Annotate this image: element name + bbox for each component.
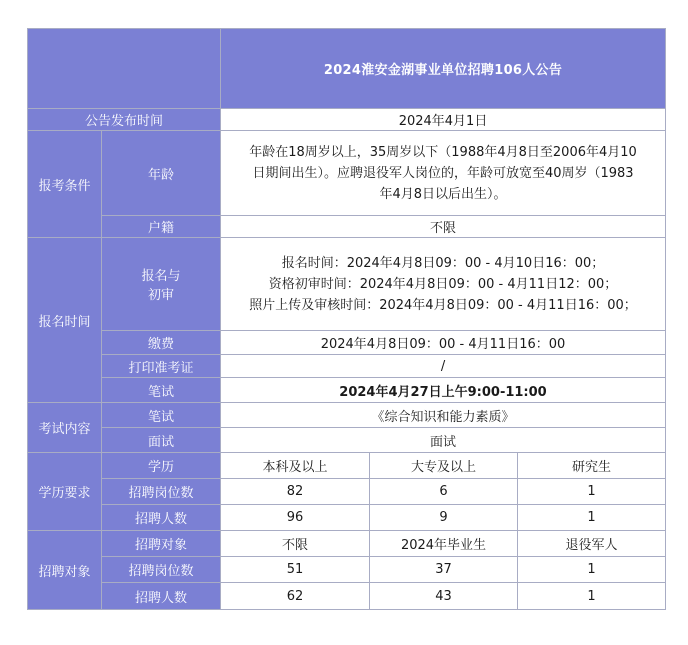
table-row — [28, 453, 666, 479]
row-label: 招聘人数 — [102, 505, 221, 531]
table-cell: 37 — [370, 557, 518, 583]
registration-label — [102, 238, 221, 331]
print-row — [28, 355, 666, 378]
table-cell: 1 — [518, 479, 666, 505]
title-row — [28, 29, 666, 109]
table-cell: 6 — [370, 479, 518, 505]
row-label: 招聘人数 — [102, 583, 221, 610]
table-cell: 51 — [221, 557, 370, 583]
print-label: 打印准考证 — [102, 355, 221, 378]
registration-line: 照片上传及审核时间：2024年4月8日09：00 - 4月11日16：00； — [249, 297, 637, 313]
table-cell: 9 — [370, 505, 518, 531]
recruitment-notice-table — [27, 28, 666, 610]
table-cell: 82 — [221, 479, 370, 505]
publish-label: 公告发布时间 — [28, 109, 221, 131]
page-title: 2024淮安金湖事业单位招聘106人公告 — [221, 29, 666, 109]
table-row — [28, 557, 666, 583]
education-label: 学历要求 — [28, 453, 102, 531]
interview-row — [28, 428, 666, 453]
table-cell: 1 — [518, 557, 666, 583]
fee-row — [28, 331, 666, 355]
registration-value — [221, 238, 666, 331]
exam-time-value: 2024年4月27日上午9:00-11:00 — [221, 378, 666, 403]
table-row — [28, 531, 666, 557]
table-row — [28, 583, 666, 610]
age-value — [221, 131, 666, 216]
content-label: 考试内容 — [28, 403, 102, 453]
signup-label: 报名时间 — [28, 238, 102, 403]
table-cell: 43 — [370, 583, 518, 610]
table-cell: 96 — [221, 505, 370, 531]
table-cell: 1 — [518, 505, 666, 531]
target-label: 招聘对象 — [28, 531, 102, 610]
table-row — [28, 505, 666, 531]
age-line: 日期间出生）。应聘退役军人岗位的，年龄可放宽至40周岁（1983 — [252, 165, 634, 181]
table-cell: 2024年毕业生 — [370, 531, 518, 557]
table-cell: 研究生 — [518, 453, 666, 479]
registration-line: 资格初审时间：2024年4月8日09：00 - 4月11日12：00； — [268, 276, 618, 292]
exam-time-label: 笔试 — [102, 378, 221, 403]
registration-label-line: 报名与 — [141, 269, 181, 284]
table-cell: 62 — [221, 583, 370, 610]
age-line: 年4月8日以后出生）。 — [379, 186, 507, 202]
fee-value: 2024年4月8日09：00 - 4月11日16：00 — [221, 331, 666, 355]
table-cell: 大专及以上 — [370, 453, 518, 479]
age-label: 年龄 — [102, 131, 221, 216]
row-label: 学历 — [102, 453, 221, 479]
print-value: / — [221, 355, 666, 378]
registration-row — [28, 238, 666, 331]
row-label: 招聘岗位数 — [102, 479, 221, 505]
table-cell: 退役军人 — [518, 531, 666, 557]
hukou-label: 户籍 — [102, 216, 221, 238]
written-value: 《综合知识和能力素质》 — [221, 403, 666, 428]
written-row — [28, 403, 666, 428]
table-cell: 本科及以上 — [221, 453, 370, 479]
table-cell: 1 — [518, 583, 666, 610]
conditions-label: 报考条件 — [28, 131, 102, 238]
hukou-row — [28, 216, 666, 238]
registration-label-line: 初审 — [147, 288, 174, 303]
age-line: 年龄在18周岁以上，35周岁以下（1988年4月8日至2006年4月10 — [249, 144, 637, 160]
title-corner — [28, 29, 221, 109]
row-label: 招聘对象 — [102, 531, 221, 557]
interview-label: 面试 — [102, 428, 221, 453]
table-cell: 不限 — [221, 531, 370, 557]
age-row — [28, 131, 666, 216]
publish-value: 2024年4月1日 — [221, 109, 666, 131]
interview-value: 面试 — [221, 428, 666, 453]
written-label: 笔试 — [102, 403, 221, 428]
hukou-value: 不限 — [221, 216, 666, 238]
registration-line: 报名时间：2024年4月8日09：00 - 4月10日16：00； — [281, 255, 605, 271]
publish-row — [28, 109, 666, 131]
row-label: 招聘岗位数 — [102, 557, 221, 583]
exam-time-row — [28, 378, 666, 403]
table-row — [28, 479, 666, 505]
fee-label: 缴费 — [102, 331, 221, 355]
